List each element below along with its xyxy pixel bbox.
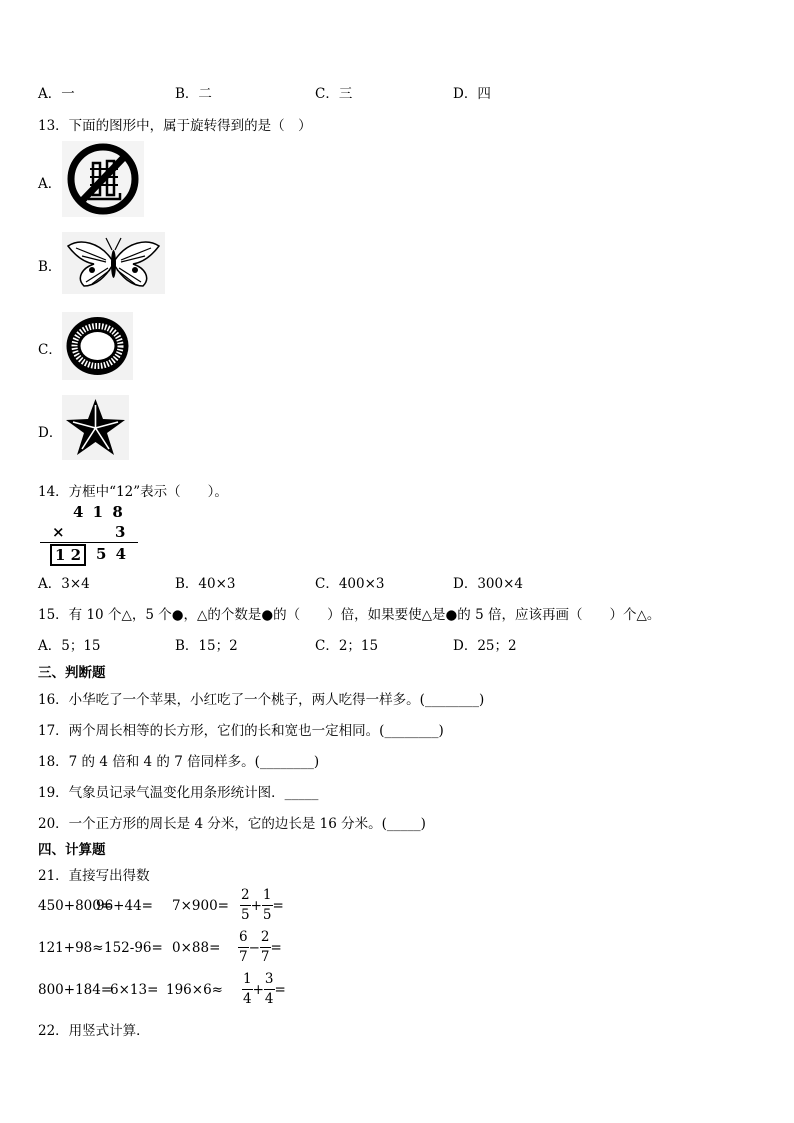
calc-item: 0×88= bbox=[172, 939, 221, 956]
q14-boxed-12: 1 2 bbox=[50, 544, 86, 566]
q12-option-b: B．二 bbox=[175, 86, 212, 102]
q15-option-a: A．5；15 bbox=[38, 638, 101, 654]
operator: + bbox=[252, 981, 264, 998]
q18-statement: 18．7 的 4 倍和 4 的 7 倍同样多。(________) bbox=[38, 754, 320, 770]
q14-row1: 4 1 8 bbox=[73, 503, 125, 521]
q14-rule bbox=[40, 542, 138, 543]
calc-item: 6×13= bbox=[110, 981, 159, 998]
q13-label-d: D． bbox=[38, 425, 63, 441]
fraction: $\frac{1}{4}$ bbox=[243, 971, 252, 1007]
calc-item: 7×900= bbox=[172, 897, 229, 914]
q15-option-b: B．15；2 bbox=[175, 638, 238, 654]
q14-stem: 14．方框中“12”表示（ ）。 bbox=[38, 484, 228, 500]
q15-option-d: D．25；2 bbox=[453, 638, 517, 654]
q14-rest: 5 4 bbox=[96, 545, 129, 563]
equals: = bbox=[270, 939, 282, 956]
star-pinwheel-icon bbox=[62, 395, 129, 460]
calc-item: 96+44= bbox=[96, 897, 153, 914]
q21-row-3 bbox=[38, 970, 286, 1009]
calc-item: 152-96= bbox=[104, 939, 163, 956]
section3-title: 三、判断题 bbox=[38, 665, 106, 681]
q13-label-b: B． bbox=[38, 259, 62, 275]
q13-label-c: C． bbox=[38, 342, 62, 358]
operator: − bbox=[248, 939, 260, 956]
section4-title: 四、计算题 bbox=[38, 842, 106, 858]
q13-stem: 13．下面的图形中，属于旋转得到的是（ ） bbox=[38, 118, 312, 134]
q14-option-c: C．400×3 bbox=[315, 576, 385, 592]
q12-option-a: A．一 bbox=[38, 86, 75, 102]
q14-times: × bbox=[52, 523, 65, 541]
q15-option-c: C．2；15 bbox=[315, 638, 379, 654]
q12-option-c: C．三 bbox=[315, 86, 353, 102]
no-music-sign-icon bbox=[62, 141, 144, 217]
fraction: $\frac{3}{4}$ bbox=[264, 971, 274, 1007]
calc-item: 196×6≈ bbox=[166, 981, 223, 998]
calc-item: 800+184= bbox=[38, 981, 113, 998]
q21-row-1 bbox=[38, 886, 284, 925]
q16-statement: 16．小华吃了一个苹果，小红吃了一个桃子，两人吃得一样多。(________) bbox=[38, 692, 485, 708]
fraction: $\frac{1}{5}$ bbox=[262, 887, 272, 923]
q13-label-a: A． bbox=[38, 176, 62, 192]
q19-statement: 19．气象员记录气温变化用条形统计图．_____ bbox=[38, 785, 319, 801]
operator: + bbox=[250, 897, 262, 914]
q15-stem: 15．有 10 个△，5 个●，△的个数是●的（ ）倍，如果要使△是●的 5 倍，应该再画（ ）个△。 bbox=[38, 607, 661, 623]
gear-ring-icon bbox=[62, 312, 133, 380]
q20-statement: 20．一个正方形的周长是 4 分米，它的边长是 16 分米。(_____) bbox=[38, 816, 426, 832]
equals: = bbox=[274, 981, 286, 998]
q14-option-a: A．3×4 bbox=[38, 576, 90, 592]
q14-row2: 3 bbox=[115, 523, 126, 541]
q17-statement: 17．两个周长相等的长方形，它们的长和宽也一定相同。(________) bbox=[38, 723, 444, 739]
fraction: $\frac{2}{7}$ bbox=[260, 929, 270, 965]
fraction: $\frac{6}{7}$ bbox=[239, 929, 248, 965]
q14-option-d: D．300×4 bbox=[453, 576, 523, 592]
q14-option-b: B．40×3 bbox=[175, 576, 236, 592]
equals: = bbox=[272, 897, 284, 914]
q21-stem: 21．直接写出得数 bbox=[38, 868, 150, 884]
q12-option-d: D．四 bbox=[453, 86, 491, 102]
butterfly-icon bbox=[62, 232, 165, 294]
fraction: $\frac{2}{5}$ bbox=[241, 887, 250, 923]
calc-item: 121+98≈ bbox=[38, 939, 104, 956]
q21-row-2 bbox=[38, 928, 282, 967]
q22-stem: 22．用竖式计算． bbox=[38, 1023, 150, 1039]
calc-item: 450+800= bbox=[38, 897, 113, 914]
